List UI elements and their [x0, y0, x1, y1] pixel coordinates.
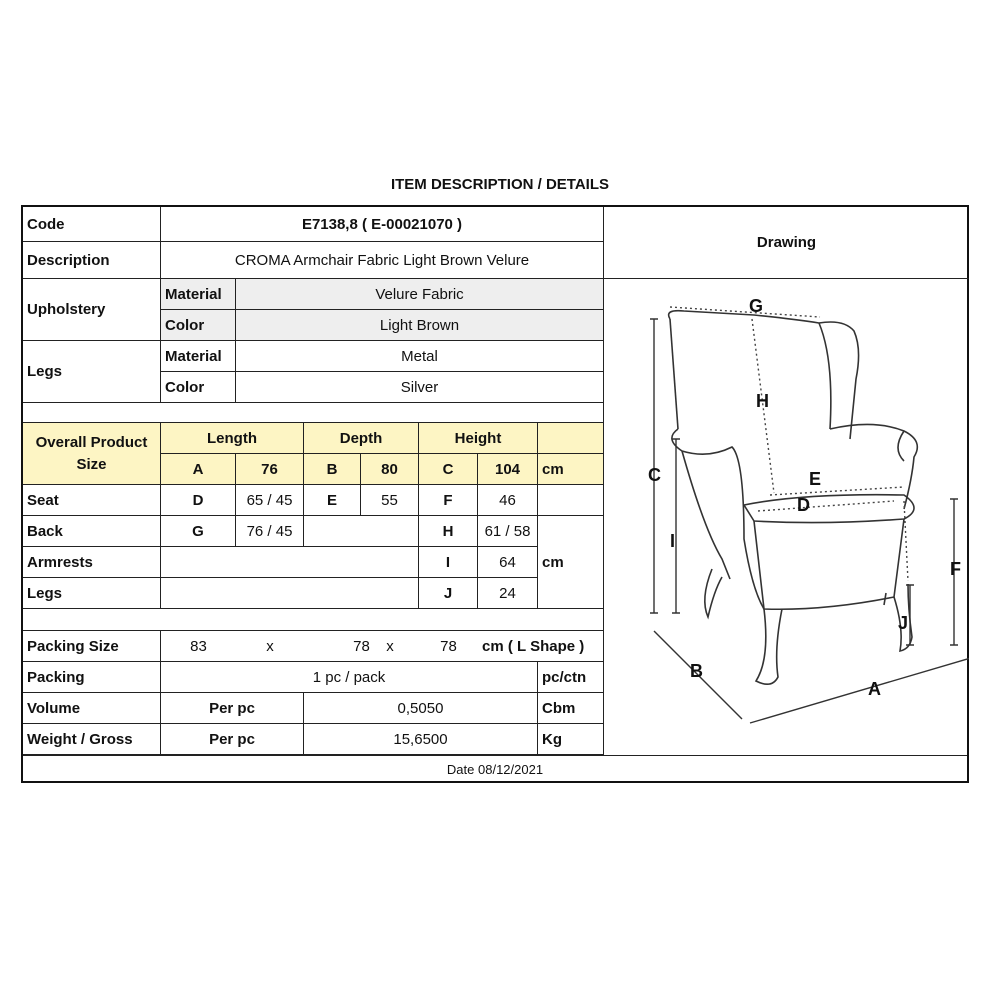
dim-g-letter: G — [161, 516, 236, 547]
dim-b-value: 80 — [361, 454, 419, 485]
packing-value: 1 pc / pack — [161, 662, 538, 693]
label-j: J — [898, 613, 909, 633]
dim-c-value: 104 — [478, 454, 538, 485]
legs-material-value: Metal — [236, 341, 604, 372]
upholstery-label: Upholstery — [23, 279, 161, 341]
dim-d-letter: D — [161, 485, 236, 516]
spacer-row — [23, 403, 604, 423]
height-header: Height — [419, 423, 538, 454]
label-d: D — [797, 495, 810, 515]
upholstery-color-value: Light Brown — [236, 310, 604, 341]
dim-f-letter: F — [419, 485, 478, 516]
upholstery-material-label: Material — [161, 279, 236, 310]
dim-g-value: 76 / 45 — [236, 516, 304, 547]
length-header: Length — [161, 423, 304, 454]
dim-i-value: 64 — [478, 547, 538, 578]
code-label: Code — [23, 207, 161, 242]
dim-b-letter: B — [304, 454, 361, 485]
seat-label: Seat — [23, 485, 161, 516]
unit-header-blank — [538, 423, 604, 454]
label-f: F — [950, 559, 961, 579]
armrests-blank — [161, 547, 419, 578]
drawing-label: Drawing — [604, 207, 969, 279]
dim-e-letter: E — [304, 485, 361, 516]
label-a: A — [868, 679, 881, 699]
upholstery-material-value: Velure Fabric — [236, 279, 604, 310]
seat-unit-blank — [538, 485, 604, 516]
upholstery-color-label: Color — [161, 310, 236, 341]
label-c: C — [648, 465, 661, 485]
packing-size-label: Packing Size — [23, 631, 161, 662]
packing-label: Packing — [23, 662, 161, 693]
page-title: ITEM DESCRIPTION / DETAILS — [390, 176, 610, 193]
dim-h-value: 61 / 58 — [478, 516, 538, 547]
weight-label: Weight / Gross — [23, 724, 161, 755]
volume-label: Volume — [23, 693, 161, 724]
packing-x1: x — [236, 631, 304, 662]
date-footer: Date 08/12/2021 — [23, 755, 967, 782]
spacer-row-2 — [23, 609, 604, 631]
dim-e-value: 55 — [361, 485, 419, 516]
packing-size-unit: cm ( L Shape ) — [478, 631, 604, 662]
legs-spec-label: Legs — [23, 341, 161, 403]
weight-per: Per pc — [161, 724, 304, 755]
dims-unit: cm — [538, 516, 604, 609]
legs-dim-blank — [161, 578, 419, 609]
dim-f-value: 46 — [478, 485, 538, 516]
armrests-label: Armrests — [23, 547, 161, 578]
code-value: E7138,8 ( E-00021070 ) — [161, 207, 604, 242]
dim-j-value: 24 — [478, 578, 538, 609]
back-blank — [304, 516, 419, 547]
packing-width: 78 — [304, 631, 419, 662]
packing-height: 78 — [419, 631, 478, 662]
legs-material-label: Material — [161, 341, 236, 372]
label-h: H — [756, 391, 769, 411]
overall-unit: cm — [538, 454, 604, 485]
description-label: Description — [23, 242, 161, 279]
dim-j-letter: J — [419, 578, 478, 609]
dim-h-letter: H — [419, 516, 478, 547]
armchair-drawing — [604, 279, 969, 755]
label-b: B — [690, 661, 703, 681]
legs-color-label: Color — [161, 372, 236, 403]
description-value: CROMA Armchair Fabric Light Brown Velure — [161, 242, 604, 279]
dim-a-value: 76 — [236, 454, 304, 485]
volume-per: Per pc — [161, 693, 304, 724]
label-i: I — [670, 531, 676, 551]
back-label: Back — [23, 516, 161, 547]
dim-c-letter: C — [419, 454, 478, 485]
armchair-illustration — [604, 279, 969, 755]
overall-size-label: Overall Product Size — [23, 423, 161, 485]
legs-color-value: Silver — [236, 372, 604, 403]
weight-value: 15,6500 — [304, 724, 538, 755]
label-e: E — [809, 469, 822, 489]
legs-dim-label: Legs — [23, 578, 161, 609]
volume-unit: Cbm — [538, 693, 604, 724]
depth-header: Depth — [304, 423, 419, 454]
packing-length: 83 — [161, 631, 236, 662]
dim-a-letter: A — [161, 454, 236, 485]
volume-value: 0,5050 — [304, 693, 538, 724]
label-g: G — [749, 296, 764, 316]
packing-x2: x — [386, 638, 394, 655]
packing-unit: pc/ctn — [538, 662, 604, 693]
dim-i-letter: I — [419, 547, 478, 578]
dim-d-value: 65 / 45 — [236, 485, 304, 516]
spec-sheet — [21, 205, 969, 783]
weight-unit: Kg — [538, 724, 604, 755]
